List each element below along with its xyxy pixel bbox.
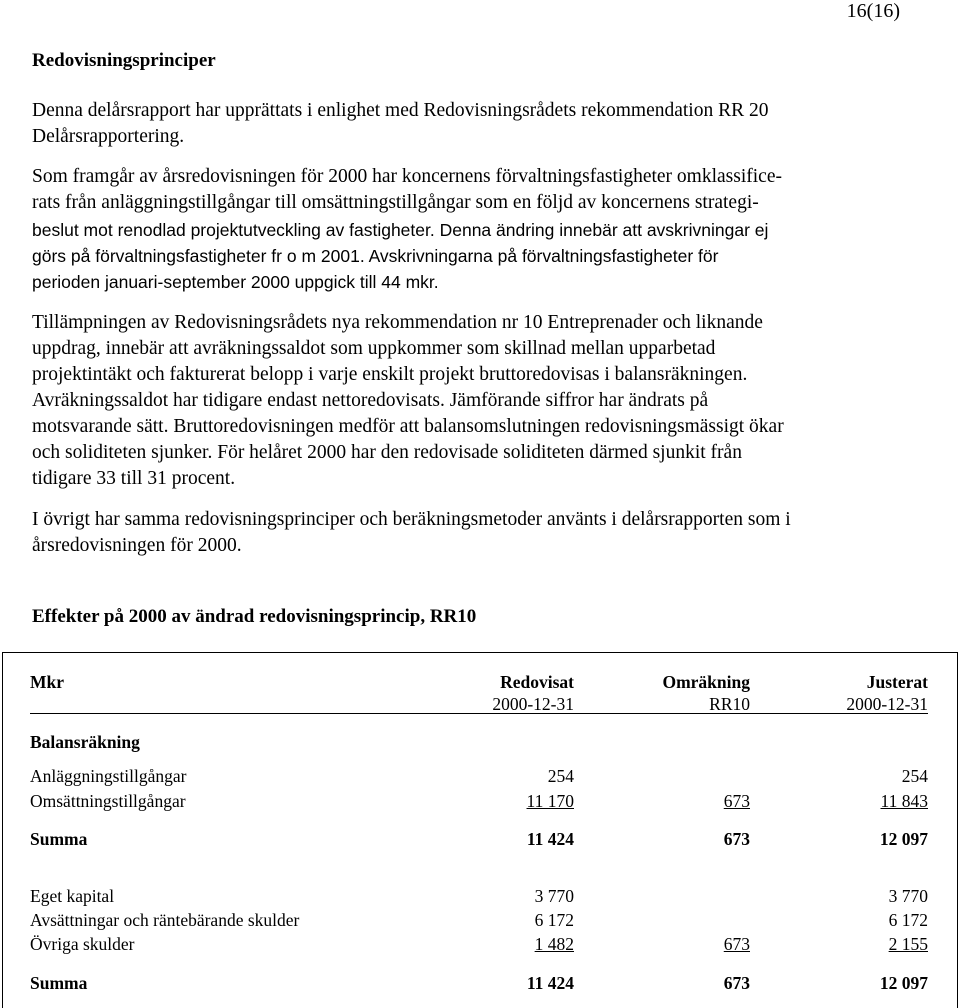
paragraph-line: Avräkningssaldot har tidigare endast nettoredovisats. Jämförande siffror har ändrats på	[32, 390, 709, 411]
column-header: Omräkning	[662, 672, 750, 692]
table-cell: 3 770	[888, 886, 928, 906]
column-subheader: 2000-12-31	[846, 694, 928, 714]
table-cell: 673	[723, 829, 750, 849]
paragraph-line: motsvarande sätt. Bruttoredovisningen medför att balansomslutningen redovisningsmässigt ökar	[32, 416, 784, 437]
section-heading: Redovisningsprinciper	[32, 50, 216, 71]
paragraph-line: rats från anläggningstillgångar till omsättningstillgångar som en följd av koncernens strategi-	[32, 192, 759, 213]
table-cell: 6 172	[534, 910, 574, 930]
table-cell: 11 424	[526, 829, 574, 849]
paragraph-line: Denna delårsrapport har upprättats i enlighet med Redovisningsrådets rekommendation RR 20	[32, 100, 769, 121]
paragraph-line: perioden januari-september 2000 uppgick till 44 mkr.	[32, 272, 439, 292]
paragraph-line: årsredovisningen för 2000.	[32, 535, 242, 556]
table-cell: 673	[723, 973, 750, 993]
table-cell: 254	[901, 766, 928, 786]
effects-table-frame	[2, 652, 958, 1008]
paragraph-line: Som framgår av årsredovisningen för 2000 har koncernens förvaltningsfastigheter omklassifice-	[32, 166, 782, 187]
row-label: Övriga skulder	[30, 934, 135, 954]
table-cell: 12 097	[879, 973, 928, 993]
page-number: 16(16)	[846, 0, 900, 22]
header-rule	[30, 713, 928, 714]
table-cell: 2 155	[888, 934, 928, 954]
table-cell: 11 424	[526, 973, 574, 993]
table-cell: 3 770	[534, 886, 574, 906]
column-header: Justerat	[866, 672, 928, 692]
table-cell: 11 170	[526, 791, 574, 811]
table-unit-label: Mkr	[30, 672, 65, 692]
paragraph-line: beslut mot renodlad projektutveckling av fastigheter. Denna ändring innebär att avskrivningar ej	[32, 220, 769, 240]
paragraph-line: projektintäkt och fakturerat belopp i varje enskilt projekt bruttoredovisas i balansräkningen.	[32, 364, 748, 385]
table-cell: 6 172	[888, 910, 928, 930]
table-cell: 673	[723, 934, 750, 954]
table-cell: 12 097	[879, 829, 928, 849]
effects-heading: Effekter på 2000 av ändrad redovisningsprincip, RR10	[32, 606, 477, 627]
table-cell: 1 482	[534, 934, 574, 954]
column-header: Redovisat	[500, 672, 574, 692]
row-label: Avsättningar och räntebärande skulder	[30, 910, 300, 930]
row-label: Summa	[30, 973, 88, 993]
row-label: Eget kapital	[30, 886, 115, 906]
paragraph-line: görs på förvaltningsfastigheter fr o m 2001. Avskrivningarna på förvaltningsfastigheter för	[32, 246, 719, 266]
row-label: Omsättningstillgångar	[30, 791, 186, 811]
paragraph-line: och soliditeten sjunker. För helåret 2000 har den redovisade soliditeten därmed sjunkit från	[32, 442, 742, 463]
paragraph-line: Tillämpningen av Redovisningsrådets nya rekommendation nr 10 Entreprenader och liknande	[32, 312, 763, 333]
row-label: Summa	[30, 829, 88, 849]
paragraph-line: tidigare 33 till 31 procent.	[32, 468, 236, 489]
column-subheader: 2000-12-31	[492, 694, 574, 714]
table-cell: 11 843	[880, 791, 928, 811]
paragraph-line: uppdrag, innebär att avräkningssaldot som uppkommer som skillnad mellan upparbetad	[32, 338, 716, 359]
table-cell: 254	[547, 766, 574, 786]
table-cell: 673	[723, 791, 750, 811]
row-label: Anläggningstillgångar	[30, 766, 187, 786]
paragraph-line: Delårsrapportering.	[32, 126, 185, 147]
table-section-label: Balansräkning	[30, 732, 140, 752]
column-subheader: RR10	[709, 694, 750, 714]
paragraph-line: I övrigt har samma redovisningsprinciper och beräkningsmetoder använts i delårsrapporten som i	[32, 509, 791, 530]
